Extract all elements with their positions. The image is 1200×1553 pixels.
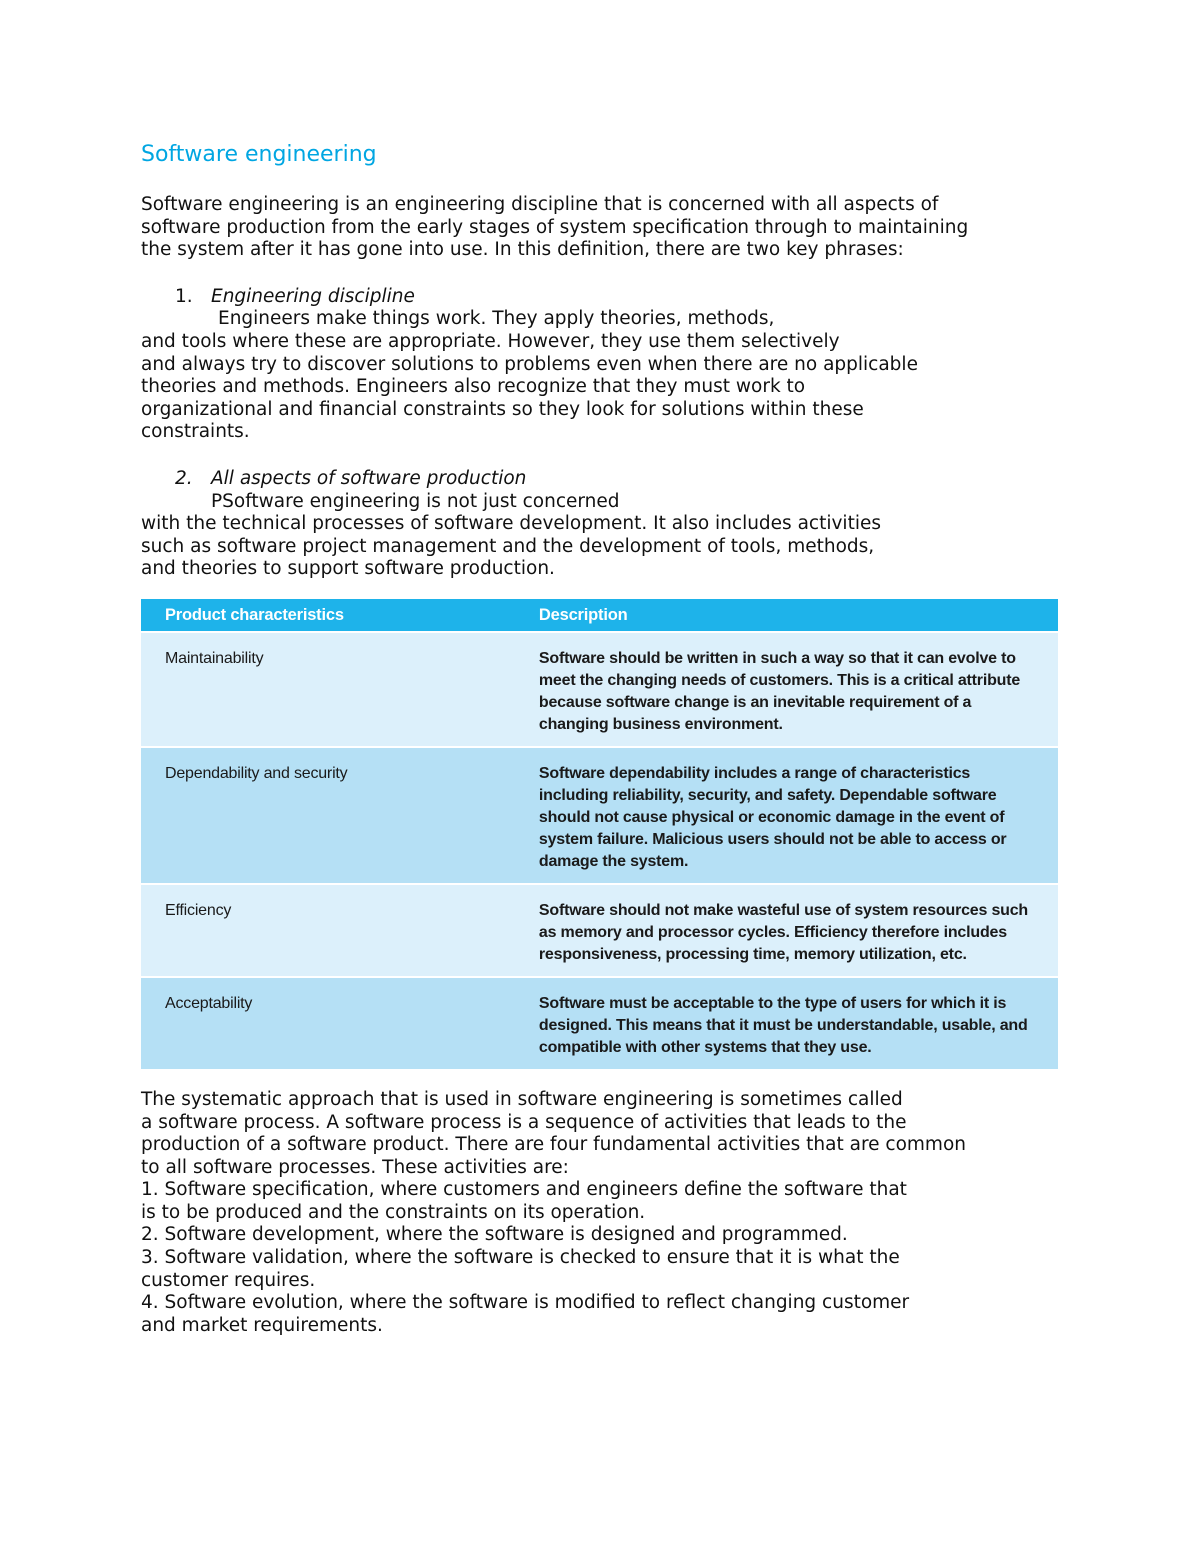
closing-line: to all software processes. These activities are: xyxy=(141,1156,569,1178)
description-cell xyxy=(515,884,1058,977)
description-cell xyxy=(515,632,1058,747)
list-item-title: Engineering discipline xyxy=(211,285,415,307)
closing-line: 4. Software evolution, where the software is modified to reflect changing customer xyxy=(141,1292,910,1314)
description-line: including reliability, security, and safety. Dependable software xyxy=(538,786,997,804)
description-line: damage the system. xyxy=(538,852,689,870)
closing-line: a software process. A software process is a sequence of activities that leads to the xyxy=(141,1111,907,1133)
description-line: Software should be written in such a way so that it can evolve to xyxy=(538,649,1016,667)
description-line: should not cause physical or economic damage in the event of xyxy=(538,808,1005,826)
item1-line: constraints. xyxy=(141,421,250,443)
item1-line: Engineers make things work. They apply theories, methods, xyxy=(218,308,775,330)
intro-line: software production from the early stages of system specification through to maintaining xyxy=(141,216,969,238)
description-line: Software must be acceptable to the type of users for which it is xyxy=(538,994,1007,1012)
item1-line: organizational and financial constraints so they look for solutions within these xyxy=(141,398,864,420)
table-row xyxy=(141,747,1058,884)
closing-line: 1. Software specification, where customers and engineers define the software that xyxy=(141,1179,907,1201)
description-line: Software dependability includes a range of characteristics xyxy=(538,764,971,782)
description-line: compatible with other systems that they use. xyxy=(538,1038,872,1056)
item2-line: with the technical processes of software development. It also includes activities xyxy=(141,513,881,535)
item2-paragraph xyxy=(141,491,1061,581)
description-line: as memory and processor cycles. Efficiency therefore includes xyxy=(538,923,1007,941)
description-line: designed. This means that it must be understandable, usable, and xyxy=(538,1016,1028,1034)
table-row xyxy=(141,632,1058,747)
characteristic-cell: Maintainability xyxy=(141,632,515,747)
column-header-description: Description xyxy=(515,599,1058,632)
description-line: meet the changing needs of customers. This is a critical attribute xyxy=(538,671,1021,689)
column-header-characteristics: Product characteristics xyxy=(141,599,515,632)
table-header-row xyxy=(141,599,1058,632)
item2-line: such as software project management and the development of tools, methods, xyxy=(141,535,875,557)
closing-line: is to be produced and the constraints on its operation. xyxy=(141,1201,646,1223)
description-line: Software should not make wasteful use of system resources such xyxy=(538,901,1028,919)
item1-line: and tools where these are appropriate. However, they use them selectively xyxy=(141,330,840,352)
item1-paragraph xyxy=(141,308,1061,444)
closing-line: 3. Software validation, where the software is checked to ensure that it is what the xyxy=(141,1247,900,1269)
list-item-heading xyxy=(141,468,1061,491)
intro-paragraph xyxy=(141,194,1061,262)
characteristic-cell: Dependability and security xyxy=(141,747,515,884)
characteristic-cell: Acceptability xyxy=(141,977,515,1069)
list-item-number: 1. xyxy=(175,285,193,307)
product-characteristics-table xyxy=(141,599,1058,1069)
list-item-heading xyxy=(141,286,1061,309)
closing-line: The systematic approach that is used in software engineering is sometimes called xyxy=(141,1088,903,1110)
table-row xyxy=(141,977,1058,1069)
closing-line: and market requirements. xyxy=(141,1314,383,1336)
intro-line: the system after it has gone into use. In this definition, there are two key phrases: xyxy=(141,239,904,261)
description-cell xyxy=(515,977,1058,1069)
table-row xyxy=(141,884,1058,977)
item1-line: theories and methods. Engineers also recognize that they must work to xyxy=(141,376,806,398)
description-line: responsiveness, processing time, memory utilization, etc. xyxy=(538,945,967,963)
description-line: changing business environment. xyxy=(538,715,783,733)
closing-line: 2. Software development, where the software is designed and programmed. xyxy=(141,1224,848,1246)
description-cell xyxy=(515,747,1058,884)
closing-paragraph xyxy=(141,1089,1061,1338)
item2-line: PSoftware engineering is not just concerned xyxy=(211,490,620,512)
description-line: system failure. Malicious users should not be able to access or xyxy=(538,830,1007,848)
closing-line: customer requires. xyxy=(141,1269,316,1291)
document-body xyxy=(141,140,1061,1337)
item2-line: and theories to support software production. xyxy=(141,558,555,580)
page-title: Software engineering xyxy=(141,142,377,167)
closing-line: production of a software product. There are four fundamental activities that are common xyxy=(141,1134,966,1156)
item1-line: and always try to discover solutions to problems even when there are no applicable xyxy=(141,353,918,375)
list-item-title: All aspects of software production xyxy=(211,467,527,489)
list-item-number: 2. xyxy=(175,467,193,489)
characteristic-cell: Efficiency xyxy=(141,884,515,977)
intro-line: Software engineering is an engineering discipline that is concerned with all aspects of xyxy=(141,194,939,215)
description-line: because software change is an inevitable requirement of a xyxy=(538,693,972,711)
